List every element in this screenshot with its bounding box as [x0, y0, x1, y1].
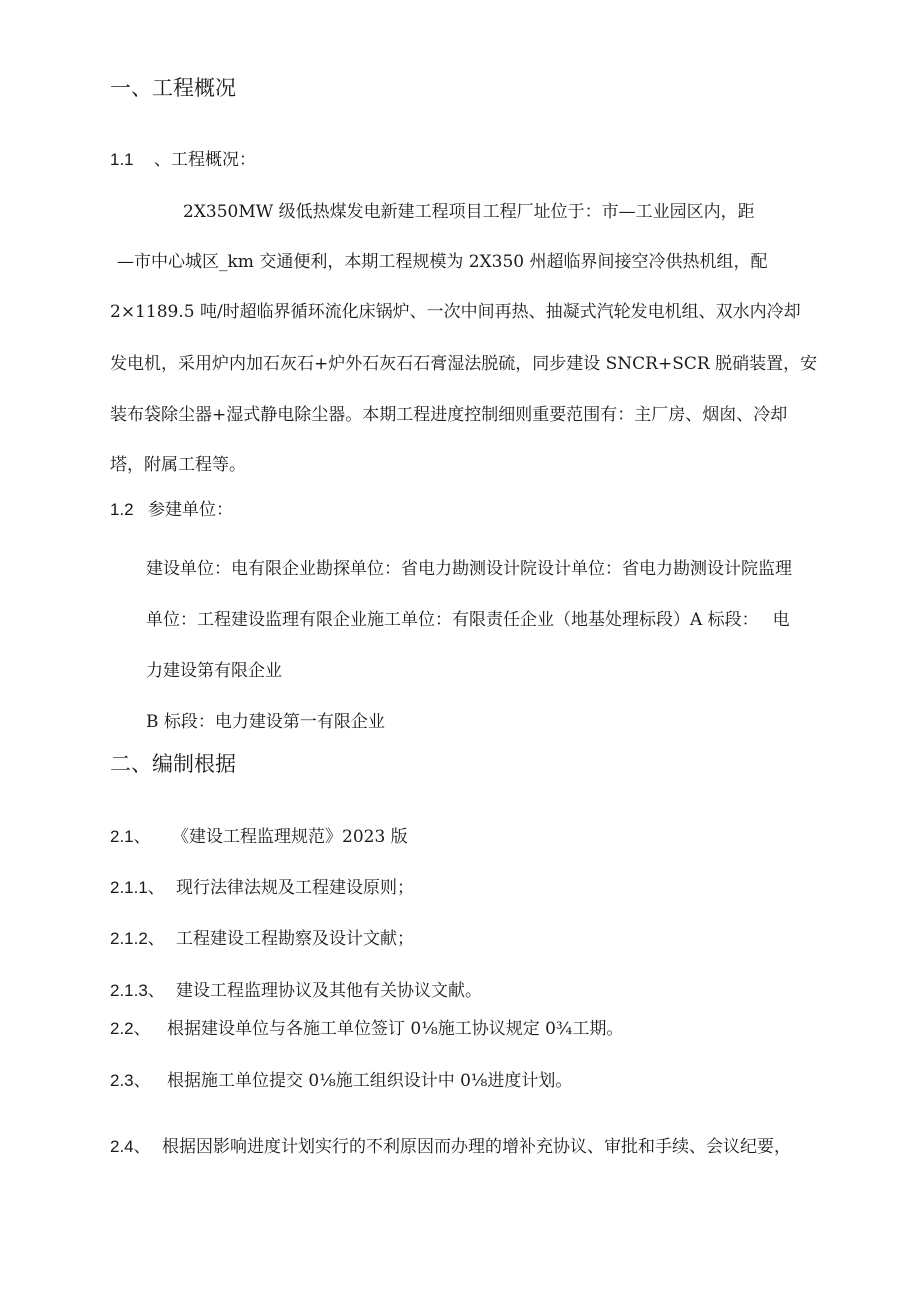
- overview-line-2: —市中心城区_km 交通便利，本期工程规模为 2X350 州超临界间接空冷供热机组，配: [117, 252, 768, 272]
- basis-item-text: 建设工程监理协议及其他有关协议文献。: [176, 981, 482, 1001]
- basis-item-text: 《建设工程监理规范》2023 版: [172, 827, 408, 847]
- basis-item-2-1-3: [110, 981, 482, 1001]
- subsection-1-1: [110, 150, 256, 170]
- basis-item-number: 2.4、: [110, 1137, 151, 1156]
- subsection-number: 1.1: [110, 150, 134, 169]
- subsection-1-2: [110, 500, 233, 520]
- basis-item-2-1: [110, 827, 408, 847]
- basis-item-text: 工程建设工程勘察及设计文献；: [176, 929, 414, 949]
- units-line-3: 力建设第有限企业: [146, 661, 282, 681]
- overview-line-4: 发电机，采用炉内加石灰石+炉外石灰石石膏湿法脱硫，同步建设 SNCR+SCR 脱硝装置，安: [110, 354, 818, 374]
- units-line-4: B 标段：电力建设第一有限企业: [146, 712, 385, 732]
- basis-item-number: 2.1、: [110, 827, 151, 846]
- subsection-title: 参建单位：: [148, 500, 233, 520]
- basis-item-number: 2.2、: [110, 1019, 151, 1038]
- basis-item-text: 根据建设单位与各施工单位签订 0⅛施工协议规定 0¾工期。: [167, 1019, 624, 1039]
- basis-item-number: 2.1.1、: [110, 878, 165, 897]
- subsection-title: 、工程概况：: [154, 150, 256, 170]
- units-line-2: 单位：工程建设监理有限企业施工单位：有限责任企业（地基处理标段）A 标段： 电: [146, 610, 790, 630]
- overview-line-5: 装布袋除尘器+湿式静电除尘器。本期工程进度控制细则重要范围有：主厂房、烟囱、冷却: [110, 405, 788, 425]
- overview-line-6: 塔，附属工程等。: [110, 455, 246, 475]
- basis-item-number: 2.3、: [110, 1071, 151, 1090]
- section-heading-2: 二、编制根据: [110, 752, 236, 776]
- basis-item-2-3: [110, 1071, 572, 1091]
- overview-line-3: 2×1189.5 吨/时超临界循环流化床锅炉、一次中间再热、抽凝式汽轮发电机组、双水内冷却: [110, 302, 801, 322]
- basis-item-text: 根据施工单位提交 0⅛施工组织设计中 0⅛进度计划。: [167, 1071, 573, 1091]
- basis-item-2-1-1: [110, 878, 414, 898]
- basis-item-text: 根据因影响进度计划实行的不利原因而办理的增补充协议、审批和手续、会议纪要，: [162, 1137, 791, 1157]
- basis-item-2-1-2: [110, 929, 414, 949]
- overview-line-1: 2X350MW 级低热煤发电新建工程项目工程厂址位于：市—工业园区内，距: [183, 202, 755, 222]
- section-heading-1: 一、工程概况: [110, 76, 236, 100]
- basis-item-number: 2.1.2、: [110, 929, 165, 948]
- basis-item-number: 2.1.3、: [110, 981, 165, 1000]
- basis-item-text: 现行法律法规及工程建设原则；: [176, 878, 414, 898]
- basis-item-2-4: [110, 1137, 791, 1157]
- basis-item-2-2: [110, 1019, 623, 1039]
- subsection-number: 1.2: [110, 500, 134, 519]
- units-line-1: 建设单位：电有限企业勘探单位：省电力勘测设计院设计单位：省电力勘测设计院监理: [146, 559, 792, 579]
